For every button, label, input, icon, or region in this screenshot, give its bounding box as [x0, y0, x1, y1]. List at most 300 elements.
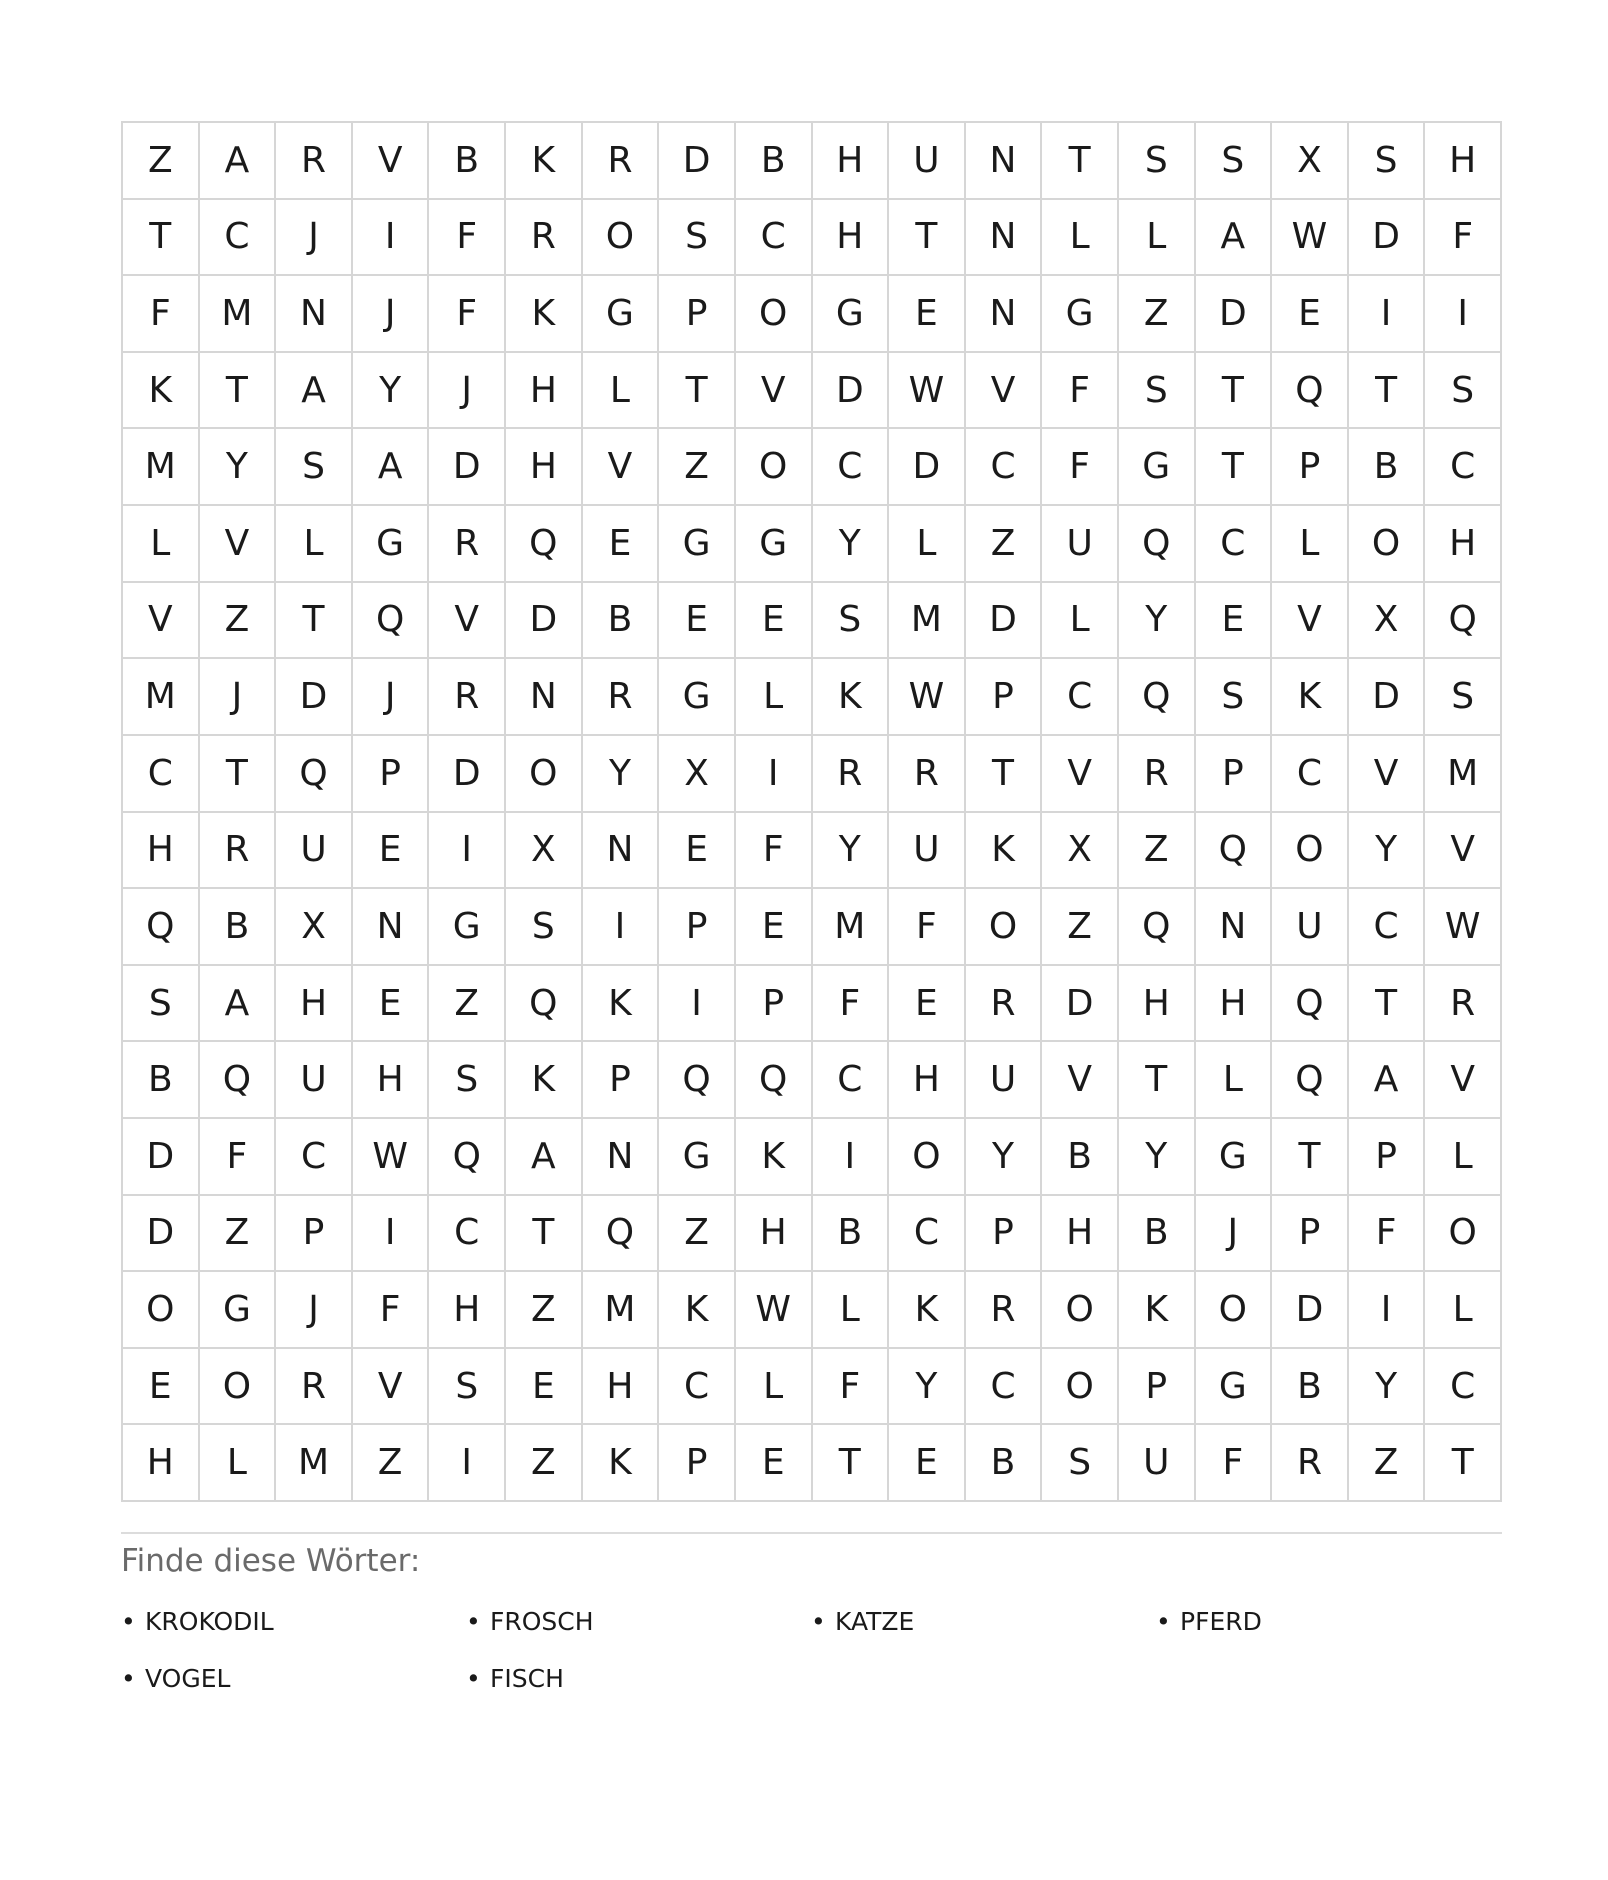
grid-cell-r2-c9[interactable]: C	[736, 200, 813, 277]
grid-cell-r10-c7[interactable]: N	[583, 813, 660, 890]
grid-cell-r16-c16[interactable]: D	[1272, 1272, 1349, 1349]
grid-cell-r8-c9[interactable]: L	[736, 659, 813, 736]
grid-cell-r12-c12[interactable]: R	[966, 966, 1043, 1043]
grid-cell-r2-c7[interactable]: O	[583, 200, 660, 277]
grid-cell-r16-c14[interactable]: K	[1119, 1272, 1196, 1349]
grid-cell-r8-c11[interactable]: W	[889, 659, 966, 736]
grid-cell-r5-c7[interactable]: V	[583, 429, 660, 506]
grid-cell-r7-c12[interactable]: D	[966, 583, 1043, 660]
grid-cell-r13-c13[interactable]: V	[1042, 1042, 1119, 1119]
grid-cell-r1-c4[interactable]: V	[353, 123, 430, 200]
grid-cell-r16-c1[interactable]: O	[123, 1272, 200, 1349]
grid-cell-r12-c11[interactable]: E	[889, 966, 966, 1043]
grid-cell-r15-c17[interactable]: F	[1349, 1196, 1426, 1273]
grid-cell-r11-c7[interactable]: I	[583, 889, 660, 966]
grid-cell-r14-c5[interactable]: Q	[429, 1119, 506, 1196]
grid-cell-r3-c8[interactable]: P	[659, 276, 736, 353]
grid-cell-r6-c9[interactable]: G	[736, 506, 813, 583]
grid-cell-r16-c10[interactable]: L	[813, 1272, 890, 1349]
grid-cell-r4-c14[interactable]: S	[1119, 353, 1196, 430]
grid-cell-r6-c8[interactable]: G	[659, 506, 736, 583]
grid-cell-r12-c9[interactable]: P	[736, 966, 813, 1043]
grid-cell-r2-c14[interactable]: L	[1119, 200, 1196, 277]
grid-cell-r8-c4[interactable]: J	[353, 659, 430, 736]
grid-cell-r9-c10[interactable]: R	[813, 736, 890, 813]
grid-cell-r4-c4[interactable]: Y	[353, 353, 430, 430]
grid-cell-r18-c5[interactable]: I	[429, 1425, 506, 1502]
grid-cell-r6-c11[interactable]: L	[889, 506, 966, 583]
grid-cell-r8-c17[interactable]: D	[1349, 659, 1426, 736]
grid-cell-r10-c8[interactable]: E	[659, 813, 736, 890]
grid-cell-r9-c7[interactable]: Y	[583, 736, 660, 813]
grid-cell-r17-c4[interactable]: V	[353, 1349, 430, 1426]
grid-cell-r11-c16[interactable]: U	[1272, 889, 1349, 966]
grid-cell-r9-c5[interactable]: D	[429, 736, 506, 813]
grid-cell-r9-c4[interactable]: P	[353, 736, 430, 813]
grid-cell-r3-c6[interactable]: K	[506, 276, 583, 353]
grid-cell-r11-c1[interactable]: Q	[123, 889, 200, 966]
grid-cell-r8-c3[interactable]: D	[276, 659, 353, 736]
grid-cell-r10-c18[interactable]: V	[1425, 813, 1502, 890]
grid-cell-r18-c7[interactable]: K	[583, 1425, 660, 1502]
grid-cell-r16-c6[interactable]: Z	[506, 1272, 583, 1349]
grid-cell-r6-c7[interactable]: E	[583, 506, 660, 583]
grid-cell-r9-c11[interactable]: R	[889, 736, 966, 813]
grid-cell-r12-c14[interactable]: H	[1119, 966, 1196, 1043]
grid-cell-r13-c1[interactable]: B	[123, 1042, 200, 1119]
grid-cell-r9-c2[interactable]: T	[200, 736, 277, 813]
grid-cell-r1-c7[interactable]: R	[583, 123, 660, 200]
grid-cell-r11-c9[interactable]: E	[736, 889, 813, 966]
grid-cell-r13-c10[interactable]: C	[813, 1042, 890, 1119]
grid-cell-r7-c6[interactable]: D	[506, 583, 583, 660]
grid-cell-r11-c6[interactable]: S	[506, 889, 583, 966]
grid-cell-r7-c18[interactable]: Q	[1425, 583, 1502, 660]
grid-cell-r3-c9[interactable]: O	[736, 276, 813, 353]
grid-cell-r1-c11[interactable]: U	[889, 123, 966, 200]
grid-cell-r6-c4[interactable]: G	[353, 506, 430, 583]
grid-cell-r15-c16[interactable]: P	[1272, 1196, 1349, 1273]
grid-cell-r3-c4[interactable]: J	[353, 276, 430, 353]
grid-cell-r2-c8[interactable]: S	[659, 200, 736, 277]
grid-cell-r14-c17[interactable]: P	[1349, 1119, 1426, 1196]
grid-cell-r1-c1[interactable]: Z	[123, 123, 200, 200]
grid-cell-r9-c3[interactable]: Q	[276, 736, 353, 813]
grid-cell-r14-c11[interactable]: O	[889, 1119, 966, 1196]
grid-cell-r10-c14[interactable]: Z	[1119, 813, 1196, 890]
grid-cell-r7-c7[interactable]: B	[583, 583, 660, 660]
grid-cell-r7-c13[interactable]: L	[1042, 583, 1119, 660]
grid-cell-r10-c15[interactable]: Q	[1196, 813, 1273, 890]
grid-cell-r7-c9[interactable]: E	[736, 583, 813, 660]
grid-cell-r4-c1[interactable]: K	[123, 353, 200, 430]
grid-cell-r4-c17[interactable]: T	[1349, 353, 1426, 430]
grid-cell-r18-c13[interactable]: S	[1042, 1425, 1119, 1502]
grid-cell-r11-c17[interactable]: C	[1349, 889, 1426, 966]
grid-cell-r7-c3[interactable]: T	[276, 583, 353, 660]
grid-cell-r2-c5[interactable]: F	[429, 200, 506, 277]
grid-cell-r13-c17[interactable]: A	[1349, 1042, 1426, 1119]
grid-cell-r4-c5[interactable]: J	[429, 353, 506, 430]
grid-cell-r5-c16[interactable]: P	[1272, 429, 1349, 506]
grid-cell-r9-c9[interactable]: I	[736, 736, 813, 813]
grid-cell-r7-c5[interactable]: V	[429, 583, 506, 660]
grid-cell-r12-c1[interactable]: S	[123, 966, 200, 1043]
grid-cell-r14-c18[interactable]: L	[1425, 1119, 1502, 1196]
grid-cell-r18-c12[interactable]: B	[966, 1425, 1043, 1502]
grid-cell-r6-c10[interactable]: Y	[813, 506, 890, 583]
grid-cell-r2-c18[interactable]: F	[1425, 200, 1502, 277]
grid-cell-r11-c5[interactable]: G	[429, 889, 506, 966]
grid-cell-r8-c5[interactable]: R	[429, 659, 506, 736]
grid-cell-r7-c14[interactable]: Y	[1119, 583, 1196, 660]
grid-cell-r4-c8[interactable]: T	[659, 353, 736, 430]
grid-cell-r9-c8[interactable]: X	[659, 736, 736, 813]
grid-cell-r3-c7[interactable]: G	[583, 276, 660, 353]
grid-cell-r15-c1[interactable]: D	[123, 1196, 200, 1273]
grid-cell-r3-c15[interactable]: D	[1196, 276, 1273, 353]
grid-cell-r12-c7[interactable]: K	[583, 966, 660, 1043]
grid-cell-r14-c7[interactable]: N	[583, 1119, 660, 1196]
grid-cell-r10-c10[interactable]: Y	[813, 813, 890, 890]
grid-cell-r16-c3[interactable]: J	[276, 1272, 353, 1349]
grid-cell-r3-c10[interactable]: G	[813, 276, 890, 353]
grid-cell-r17-c2[interactable]: O	[200, 1349, 277, 1426]
grid-cell-r1-c15[interactable]: S	[1196, 123, 1273, 200]
grid-cell-r8-c15[interactable]: S	[1196, 659, 1273, 736]
grid-cell-r1-c9[interactable]: B	[736, 123, 813, 200]
grid-cell-r12-c8[interactable]: I	[659, 966, 736, 1043]
grid-cell-r1-c14[interactable]: S	[1119, 123, 1196, 200]
grid-cell-r6-c6[interactable]: Q	[506, 506, 583, 583]
grid-cell-r14-c12[interactable]: Y	[966, 1119, 1043, 1196]
grid-cell-r12-c18[interactable]: R	[1425, 966, 1502, 1043]
grid-cell-r18-c17[interactable]: Z	[1349, 1425, 1426, 1502]
grid-cell-r1-c12[interactable]: N	[966, 123, 1043, 200]
grid-cell-r13-c16[interactable]: Q	[1272, 1042, 1349, 1119]
grid-cell-r5-c6[interactable]: H	[506, 429, 583, 506]
grid-cell-r5-c5[interactable]: D	[429, 429, 506, 506]
grid-cell-r18-c8[interactable]: P	[659, 1425, 736, 1502]
grid-cell-r13-c18[interactable]: V	[1425, 1042, 1502, 1119]
grid-cell-r1-c17[interactable]: S	[1349, 123, 1426, 200]
grid-cell-r10-c16[interactable]: O	[1272, 813, 1349, 890]
grid-cell-r4-c2[interactable]: T	[200, 353, 277, 430]
grid-cell-r1-c8[interactable]: D	[659, 123, 736, 200]
grid-cell-r5-c3[interactable]: S	[276, 429, 353, 506]
grid-cell-r16-c2[interactable]: G	[200, 1272, 277, 1349]
grid-cell-r3-c16[interactable]: E	[1272, 276, 1349, 353]
grid-cell-r7-c8[interactable]: E	[659, 583, 736, 660]
grid-cell-r14-c1[interactable]: D	[123, 1119, 200, 1196]
grid-cell-r8-c12[interactable]: P	[966, 659, 1043, 736]
grid-cell-r2-c6[interactable]: R	[506, 200, 583, 277]
grid-cell-r18-c10[interactable]: T	[813, 1425, 890, 1502]
grid-cell-r5-c4[interactable]: A	[353, 429, 430, 506]
grid-cell-r17-c10[interactable]: F	[813, 1349, 890, 1426]
grid-cell-r11-c8[interactable]: P	[659, 889, 736, 966]
grid-cell-r16-c9[interactable]: W	[736, 1272, 813, 1349]
grid-cell-r9-c15[interactable]: P	[1196, 736, 1273, 813]
grid-cell-r7-c16[interactable]: V	[1272, 583, 1349, 660]
grid-cell-r17-c17[interactable]: Y	[1349, 1349, 1426, 1426]
grid-cell-r6-c17[interactable]: O	[1349, 506, 1426, 583]
grid-cell-r15-c12[interactable]: P	[966, 1196, 1043, 1273]
grid-cell-r4-c12[interactable]: V	[966, 353, 1043, 430]
grid-cell-r11-c10[interactable]: M	[813, 889, 890, 966]
grid-cell-r11-c3[interactable]: X	[276, 889, 353, 966]
grid-cell-r3-c13[interactable]: G	[1042, 276, 1119, 353]
grid-cell-r15-c15[interactable]: J	[1196, 1196, 1273, 1273]
grid-cell-r6-c1[interactable]: L	[123, 506, 200, 583]
grid-cell-r1-c16[interactable]: X	[1272, 123, 1349, 200]
grid-cell-r16-c15[interactable]: O	[1196, 1272, 1273, 1349]
grid-cell-r4-c15[interactable]: T	[1196, 353, 1273, 430]
grid-cell-r17-c5[interactable]: S	[429, 1349, 506, 1426]
grid-cell-r10-c11[interactable]: U	[889, 813, 966, 890]
grid-cell-r17-c16[interactable]: B	[1272, 1349, 1349, 1426]
grid-cell-r17-c1[interactable]: E	[123, 1349, 200, 1426]
grid-cell-r5-c17[interactable]: B	[1349, 429, 1426, 506]
grid-cell-r2-c11[interactable]: T	[889, 200, 966, 277]
grid-cell-r14-c14[interactable]: Y	[1119, 1119, 1196, 1196]
grid-cell-r1-c5[interactable]: B	[429, 123, 506, 200]
grid-cell-r2-c4[interactable]: I	[353, 200, 430, 277]
grid-cell-r13-c6[interactable]: K	[506, 1042, 583, 1119]
grid-cell-r7-c11[interactable]: M	[889, 583, 966, 660]
grid-cell-r17-c7[interactable]: H	[583, 1349, 660, 1426]
grid-cell-r4-c3[interactable]: A	[276, 353, 353, 430]
grid-cell-r9-c1[interactable]: C	[123, 736, 200, 813]
grid-cell-r8-c2[interactable]: J	[200, 659, 277, 736]
grid-cell-r10-c12[interactable]: K	[966, 813, 1043, 890]
grid-cell-r16-c5[interactable]: H	[429, 1272, 506, 1349]
grid-cell-r3-c3[interactable]: N	[276, 276, 353, 353]
grid-cell-r10-c17[interactable]: Y	[1349, 813, 1426, 890]
grid-cell-r11-c14[interactable]: Q	[1119, 889, 1196, 966]
grid-cell-r4-c6[interactable]: H	[506, 353, 583, 430]
grid-cell-r17-c11[interactable]: Y	[889, 1349, 966, 1426]
grid-cell-r1-c2[interactable]: A	[200, 123, 277, 200]
grid-cell-r8-c18[interactable]: S	[1425, 659, 1502, 736]
grid-cell-r10-c4[interactable]: E	[353, 813, 430, 890]
grid-cell-r15-c14[interactable]: B	[1119, 1196, 1196, 1273]
grid-cell-r13-c9[interactable]: Q	[736, 1042, 813, 1119]
grid-cell-r4-c18[interactable]: S	[1425, 353, 1502, 430]
grid-cell-r17-c13[interactable]: O	[1042, 1349, 1119, 1426]
grid-cell-r14-c9[interactable]: K	[736, 1119, 813, 1196]
grid-cell-r18-c2[interactable]: L	[200, 1425, 277, 1502]
grid-cell-r12-c13[interactable]: D	[1042, 966, 1119, 1043]
grid-cell-r7-c2[interactable]: Z	[200, 583, 277, 660]
grid-cell-r18-c1[interactable]: H	[123, 1425, 200, 1502]
grid-cell-r7-c4[interactable]: Q	[353, 583, 430, 660]
grid-cell-r2-c17[interactable]: D	[1349, 200, 1426, 277]
grid-cell-r9-c18[interactable]: M	[1425, 736, 1502, 813]
grid-cell-r14-c13[interactable]: B	[1042, 1119, 1119, 1196]
grid-cell-r11-c2[interactable]: B	[200, 889, 277, 966]
grid-cell-r8-c14[interactable]: Q	[1119, 659, 1196, 736]
grid-cell-r18-c11[interactable]: E	[889, 1425, 966, 1502]
grid-cell-r5-c2[interactable]: Y	[200, 429, 277, 506]
grid-cell-r6-c3[interactable]: L	[276, 506, 353, 583]
grid-cell-r18-c6[interactable]: Z	[506, 1425, 583, 1502]
grid-cell-r13-c7[interactable]: P	[583, 1042, 660, 1119]
grid-cell-r16-c8[interactable]: K	[659, 1272, 736, 1349]
grid-cell-r2-c15[interactable]: A	[1196, 200, 1273, 277]
grid-cell-r15-c5[interactable]: C	[429, 1196, 506, 1273]
grid-cell-r3-c1[interactable]: F	[123, 276, 200, 353]
grid-cell-r3-c17[interactable]: I	[1349, 276, 1426, 353]
grid-cell-r13-c5[interactable]: S	[429, 1042, 506, 1119]
grid-cell-r12-c4[interactable]: E	[353, 966, 430, 1043]
grid-cell-r10-c13[interactable]: X	[1042, 813, 1119, 890]
grid-cell-r17-c14[interactable]: P	[1119, 1349, 1196, 1426]
grid-cell-r10-c6[interactable]: X	[506, 813, 583, 890]
grid-cell-r14-c10[interactable]: I	[813, 1119, 890, 1196]
grid-cell-r14-c8[interactable]: G	[659, 1119, 736, 1196]
grid-cell-r15-c2[interactable]: Z	[200, 1196, 277, 1273]
grid-cell-r15-c4[interactable]: I	[353, 1196, 430, 1273]
grid-cell-r15-c7[interactable]: Q	[583, 1196, 660, 1273]
grid-cell-r18-c4[interactable]: Z	[353, 1425, 430, 1502]
grid-cell-r11-c12[interactable]: O	[966, 889, 1043, 966]
grid-cell-r18-c18[interactable]: T	[1425, 1425, 1502, 1502]
grid-cell-r8-c1[interactable]: M	[123, 659, 200, 736]
grid-cell-r6-c15[interactable]: C	[1196, 506, 1273, 583]
grid-cell-r17-c6[interactable]: E	[506, 1349, 583, 1426]
grid-cell-r11-c11[interactable]: F	[889, 889, 966, 966]
grid-cell-r13-c14[interactable]: T	[1119, 1042, 1196, 1119]
grid-cell-r15-c8[interactable]: Z	[659, 1196, 736, 1273]
grid-cell-r17-c15[interactable]: G	[1196, 1349, 1273, 1426]
grid-cell-r2-c1[interactable]: T	[123, 200, 200, 277]
grid-cell-r16-c11[interactable]: K	[889, 1272, 966, 1349]
grid-cell-r3-c18[interactable]: I	[1425, 276, 1502, 353]
grid-cell-r2-c12[interactable]: N	[966, 200, 1043, 277]
grid-cell-r7-c1[interactable]: V	[123, 583, 200, 660]
grid-cell-r3-c14[interactable]: Z	[1119, 276, 1196, 353]
grid-cell-r9-c16[interactable]: C	[1272, 736, 1349, 813]
grid-cell-r13-c4[interactable]: H	[353, 1042, 430, 1119]
grid-cell-r16-c13[interactable]: O	[1042, 1272, 1119, 1349]
grid-cell-r4-c11[interactable]: W	[889, 353, 966, 430]
grid-cell-r11-c18[interactable]: W	[1425, 889, 1502, 966]
grid-cell-r5-c10[interactable]: C	[813, 429, 890, 506]
grid-cell-r14-c4[interactable]: W	[353, 1119, 430, 1196]
grid-cell-r10-c2[interactable]: R	[200, 813, 277, 890]
grid-cell-r1-c10[interactable]: H	[813, 123, 890, 200]
grid-cell-r17-c3[interactable]: R	[276, 1349, 353, 1426]
grid-cell-r9-c13[interactable]: V	[1042, 736, 1119, 813]
grid-cell-r9-c14[interactable]: R	[1119, 736, 1196, 813]
grid-cell-r8-c8[interactable]: G	[659, 659, 736, 736]
grid-cell-r15-c9[interactable]: H	[736, 1196, 813, 1273]
grid-cell-r13-c8[interactable]: Q	[659, 1042, 736, 1119]
grid-cell-r6-c18[interactable]: H	[1425, 506, 1502, 583]
grid-cell-r5-c9[interactable]: O	[736, 429, 813, 506]
grid-cell-r7-c15[interactable]: E	[1196, 583, 1273, 660]
grid-cell-r15-c3[interactable]: P	[276, 1196, 353, 1273]
grid-cell-r18-c14[interactable]: U	[1119, 1425, 1196, 1502]
grid-cell-r12-c17[interactable]: T	[1349, 966, 1426, 1043]
grid-cell-r14-c3[interactable]: C	[276, 1119, 353, 1196]
grid-cell-r9-c17[interactable]: V	[1349, 736, 1426, 813]
grid-cell-r6-c2[interactable]: V	[200, 506, 277, 583]
grid-cell-r2-c10[interactable]: H	[813, 200, 890, 277]
grid-cell-r1-c18[interactable]: H	[1425, 123, 1502, 200]
grid-cell-r16-c12[interactable]: R	[966, 1272, 1043, 1349]
grid-cell-r8-c13[interactable]: C	[1042, 659, 1119, 736]
grid-cell-r18-c3[interactable]: M	[276, 1425, 353, 1502]
grid-cell-r1-c13[interactable]: T	[1042, 123, 1119, 200]
grid-cell-r8-c7[interactable]: R	[583, 659, 660, 736]
grid-cell-r9-c6[interactable]: O	[506, 736, 583, 813]
grid-cell-r10-c3[interactable]: U	[276, 813, 353, 890]
grid-cell-r10-c5[interactable]: I	[429, 813, 506, 890]
grid-cell-r12-c10[interactable]: F	[813, 966, 890, 1043]
grid-cell-r12-c5[interactable]: Z	[429, 966, 506, 1043]
grid-cell-r12-c6[interactable]: Q	[506, 966, 583, 1043]
grid-cell-r3-c5[interactable]: F	[429, 276, 506, 353]
grid-cell-r5-c1[interactable]: M	[123, 429, 200, 506]
grid-cell-r15-c18[interactable]: O	[1425, 1196, 1502, 1273]
grid-cell-r6-c12[interactable]: Z	[966, 506, 1043, 583]
grid-cell-r6-c14[interactable]: Q	[1119, 506, 1196, 583]
grid-cell-r14-c6[interactable]: A	[506, 1119, 583, 1196]
grid-cell-r17-c9[interactable]: L	[736, 1349, 813, 1426]
grid-cell-r7-c10[interactable]: S	[813, 583, 890, 660]
grid-cell-r12-c2[interactable]: A	[200, 966, 277, 1043]
grid-cell-r4-c16[interactable]: Q	[1272, 353, 1349, 430]
grid-cell-r3-c11[interactable]: E	[889, 276, 966, 353]
grid-cell-r5-c15[interactable]: T	[1196, 429, 1273, 506]
grid-cell-r1-c3[interactable]: R	[276, 123, 353, 200]
grid-cell-r13-c12[interactable]: U	[966, 1042, 1043, 1119]
grid-cell-r11-c13[interactable]: Z	[1042, 889, 1119, 966]
grid-cell-r5-c18[interactable]: C	[1425, 429, 1502, 506]
grid-cell-r12-c3[interactable]: H	[276, 966, 353, 1043]
grid-cell-r10-c1[interactable]: H	[123, 813, 200, 890]
grid-cell-r16-c17[interactable]: I	[1349, 1272, 1426, 1349]
grid-cell-r5-c8[interactable]: Z	[659, 429, 736, 506]
grid-cell-r15-c6[interactable]: T	[506, 1196, 583, 1273]
grid-cell-r15-c13[interactable]: H	[1042, 1196, 1119, 1273]
grid-cell-r1-c6[interactable]: K	[506, 123, 583, 200]
grid-cell-r4-c10[interactable]: D	[813, 353, 890, 430]
grid-cell-r18-c16[interactable]: R	[1272, 1425, 1349, 1502]
grid-cell-r4-c7[interactable]: L	[583, 353, 660, 430]
grid-cell-r18-c15[interactable]: F	[1196, 1425, 1273, 1502]
grid-cell-r13-c15[interactable]: L	[1196, 1042, 1273, 1119]
grid-cell-r5-c12[interactable]: C	[966, 429, 1043, 506]
grid-cell-r7-c17[interactable]: X	[1349, 583, 1426, 660]
grid-cell-r9-c12[interactable]: T	[966, 736, 1043, 813]
grid-cell-r2-c3[interactable]: J	[276, 200, 353, 277]
grid-cell-r2-c16[interactable]: W	[1272, 200, 1349, 277]
grid-cell-r13-c3[interactable]: U	[276, 1042, 353, 1119]
grid-cell-r5-c13[interactable]: F	[1042, 429, 1119, 506]
grid-cell-r15-c10[interactable]: B	[813, 1196, 890, 1273]
grid-cell-r3-c2[interactable]: M	[200, 276, 277, 353]
grid-cell-r6-c13[interactable]: U	[1042, 506, 1119, 583]
grid-cell-r4-c9[interactable]: V	[736, 353, 813, 430]
grid-cell-r14-c16[interactable]: T	[1272, 1119, 1349, 1196]
grid-cell-r11-c15[interactable]: N	[1196, 889, 1273, 966]
grid-cell-r16-c7[interactable]: M	[583, 1272, 660, 1349]
grid-cell-r10-c9[interactable]: F	[736, 813, 813, 890]
grid-cell-r12-c16[interactable]: Q	[1272, 966, 1349, 1043]
